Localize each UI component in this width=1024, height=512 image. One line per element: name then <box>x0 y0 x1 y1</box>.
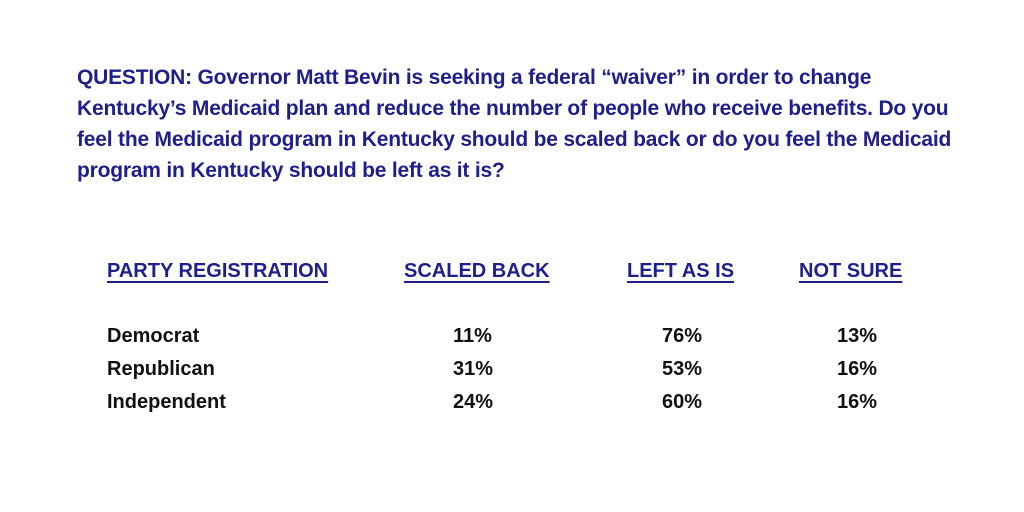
table-row <box>107 321 927 354</box>
not-sure-value: 13% <box>837 325 878 347</box>
scaled-back-value: 31% <box>453 358 494 380</box>
party-label: Republican <box>107 358 215 380</box>
scaled-back-value: 11% <box>453 325 492 347</box>
scaled-back-value: 24% <box>453 391 494 413</box>
table-body <box>107 321 927 420</box>
header-not-sure: NOT SURE <box>799 260 903 282</box>
poll-question: QUESTION: Governor Matt Bevin is seeking a federal “waiver” in order to change Kentucky’s Medicaid plan and reduce the number of people who receive benefits. Do you feel the Medicaid program in Kentucky should be scaled back or do you feel the Medicaid program in Kentucky should be left as it is? <box>77 66 952 182</box>
table-row <box>107 354 927 387</box>
header-party-registration: PARTY REGISTRATION <box>107 260 329 282</box>
left-as-is-value: 53% <box>662 358 703 380</box>
table-header-row <box>107 257 927 289</box>
header-left-as-is: LEFT AS IS <box>627 260 735 282</box>
header-scaled-back: SCALED BACK <box>404 260 550 282</box>
party-label: Independent <box>107 391 226 413</box>
left-as-is-value: 60% <box>662 391 703 413</box>
results-table <box>107 257 927 413</box>
not-sure-value: 16% <box>837 391 878 413</box>
table-row <box>107 387 927 420</box>
not-sure-value: 16% <box>837 358 878 380</box>
party-label: Democrat <box>107 325 200 347</box>
left-as-is-value: 76% <box>662 325 703 347</box>
